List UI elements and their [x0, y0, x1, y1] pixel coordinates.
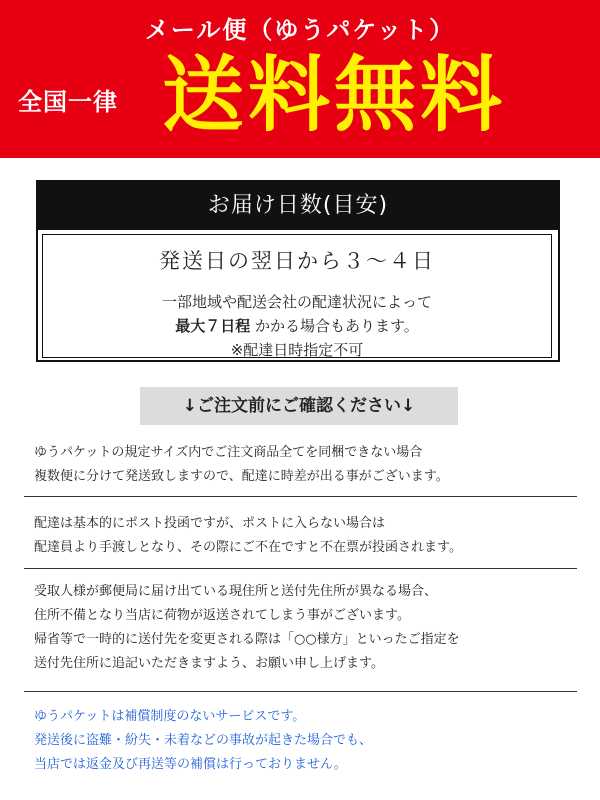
delivery-time-main: 発送日の翌日から３〜４日 [159, 249, 435, 273]
banner-nationwide-label: 全国一律 [18, 88, 118, 116]
delivery-max-days: 最大７日程 [175, 317, 251, 335]
notice-line: ゆうパケットの規定サイズ内でご注文商品全てを同梱できない場合 [34, 445, 423, 460]
notice-block-bundling [34, 441, 594, 489]
shipping-banner [0, 0, 600, 158]
notice-block-mailbox [34, 512, 594, 560]
divider [24, 691, 577, 692]
divider [24, 496, 577, 497]
notice-line: 配達員より手渡しとなり、その際にご不在ですと不在票が投函されます。 [34, 540, 462, 555]
delivery-time-box [36, 180, 560, 362]
notice-line: 複数便に分けて発送致しますので、配達に時差が出る事がございます。 [34, 469, 449, 484]
notice-line: 当店では返金及び再送等の補償は行っておりません。 [34, 757, 347, 772]
delivery-note-line-2 [43, 315, 551, 336]
notice-block-no-compensation [34, 705, 594, 777]
notice-line: 送付先住所に追記いただきますよう、お願い申し上げます。 [34, 656, 384, 671]
notice-block-address [34, 580, 594, 676]
notice-line: ゆうパケットは補償制度のないサービスです。 [34, 709, 306, 724]
delivery-time-header: お届け日数(目安) [38, 182, 558, 230]
delivery-note-line-2-rest: かかる場合もあります。 [250, 317, 419, 335]
notice-line: 帰省等で一時的に送付先を変更される際は「○○様方」といったご指定を [34, 632, 460, 647]
delivery-time-details [42, 234, 552, 358]
delivery-note-line-1: 一部地域や配送会社の配達状況によって [161, 293, 432, 311]
confirm-before-order-heading: ↓ご注文前にご確認ください↓ [140, 387, 458, 425]
notice-line: 受取人様が郵便局に届け出ている現住所と送付先住所が異なる場合、 [34, 584, 438, 599]
notice-line: 住所不備となり当店に荷物が返送されてしまう事がございます。 [34, 608, 410, 623]
notice-line: 配達は基本的にポスト投函ですが、ポストに入らない場合は [34, 516, 386, 531]
notice-line: 発送後に盗難・紛失・未着などの事故が起きた場合でも、 [34, 733, 373, 748]
divider [24, 568, 577, 569]
banner-free-shipping-text: 送料無料 [162, 48, 507, 143]
delivery-note-line-3: ※配達日時指定不可 [230, 341, 364, 359]
banner-subtitle: メール便（ゆうパケット） [144, 16, 456, 44]
